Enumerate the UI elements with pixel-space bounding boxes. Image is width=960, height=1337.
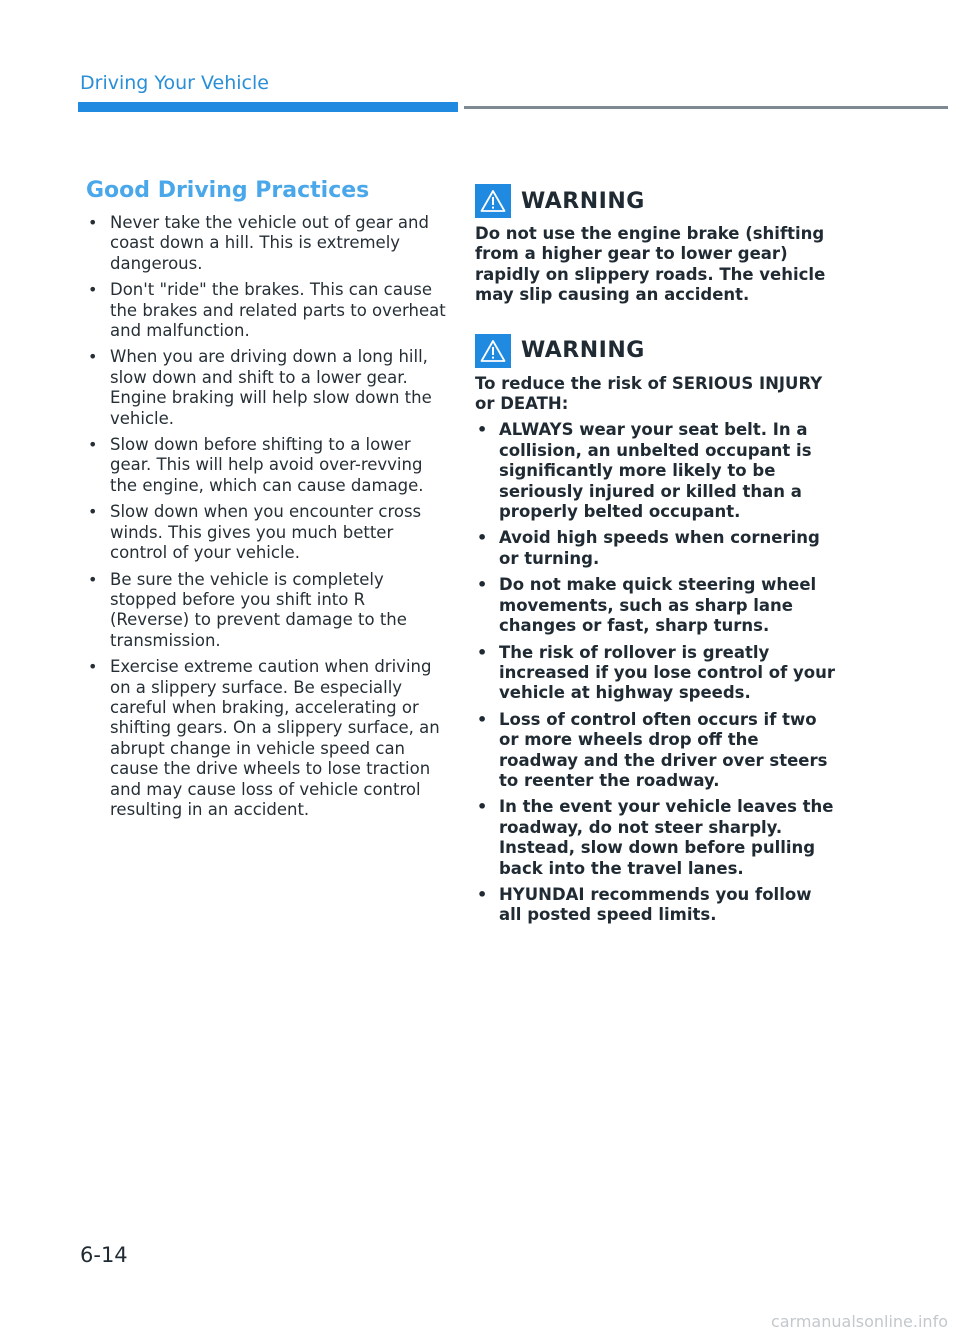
list-item: • Do not make quick steering wheel movements, such as sharp lane changes or fast, sharp turns. [475,575,835,636]
left-column [86,178,446,826]
list-item: • Never take the vehicle out of gear and coast down a hill. This is extremely dangerous. [86,213,446,274]
warning-text: Do not use the engine brake (shifting from a higher gear to lower gear) rapidly on slippery roads. The vehicle may slip causing an accident. [475,224,826,305]
warning-list [475,420,835,925]
header-rule-accent [78,102,458,112]
driving-practices-list [86,213,446,820]
list-item: • ALWAYS wear your seat belt. In a collision, an unbelted occupant is significantly more likely to be seriously injured or killed than a properly belted occupant. [475,420,835,522]
list-item: • When you are driving down a long hill, slow down and shift to a lower gear. Engine braking will help slow down the vehicle. [86,347,446,429]
chapter-title: Driving Your Vehicle [80,72,269,94]
list-item: • The risk of rollover is greatly increased if you lose control of your vehicle at highway speeds. [475,643,835,704]
list-item: • Don't "ride" the brakes. This can cause the brakes and related parts to overheat and malfunction. [86,280,446,341]
warning-box [475,184,835,306]
list-item: • HYUNDAI recommends you follow all posted speed limits. [475,885,835,926]
page-number: 6-14 [80,1243,128,1267]
warning-header [475,184,835,218]
right-column [475,184,835,954]
list-item: • Slow down when you encounter cross winds. This gives you much better control of your vehicle. [86,502,446,563]
list-item: • Avoid high speeds when cornering or turning. [475,528,835,569]
warning-triangle-icon [475,184,511,218]
list-item: • Be sure the vehicle is completely stopped before you shift into R (Reverse) to prevent damage to the transmission. [86,570,446,652]
warning-label: WARNING [521,338,645,364]
warning-label: WARNING [521,188,645,214]
warning-box [475,334,835,926]
warning-text: To reduce the risk of SERIOUS INJURY or DEATH: [475,373,823,414]
warning-header [475,334,835,368]
list-item: • Loss of control often occurs if two or more wheels drop off the roadway and the driver over steers to reenter the roadway. [475,710,835,792]
header-rule [464,106,948,109]
watermark: carmanualsonline.info [770,1312,948,1331]
list-item: • Slow down before shifting to a lower gear. This will help avoid over-revving the engine, which can cause damage. [86,435,446,496]
warning-triangle-icon [475,334,511,368]
list-item: • In the event your vehicle leaves the roadway, do not steer sharply. Instead, slow down before pulling back into the travel lanes. [475,797,835,879]
list-item: • Exercise extreme caution when driving on a slippery surface. Be especially careful when braking, accelerating or shifting gears. On a slippery surface, an abrupt change in vehicle speed can cause the drive wheels to lose traction and may cause loss of vehicle control resulting in an accident. [86,657,446,820]
section-heading: Good Driving Practices [86,178,370,203]
